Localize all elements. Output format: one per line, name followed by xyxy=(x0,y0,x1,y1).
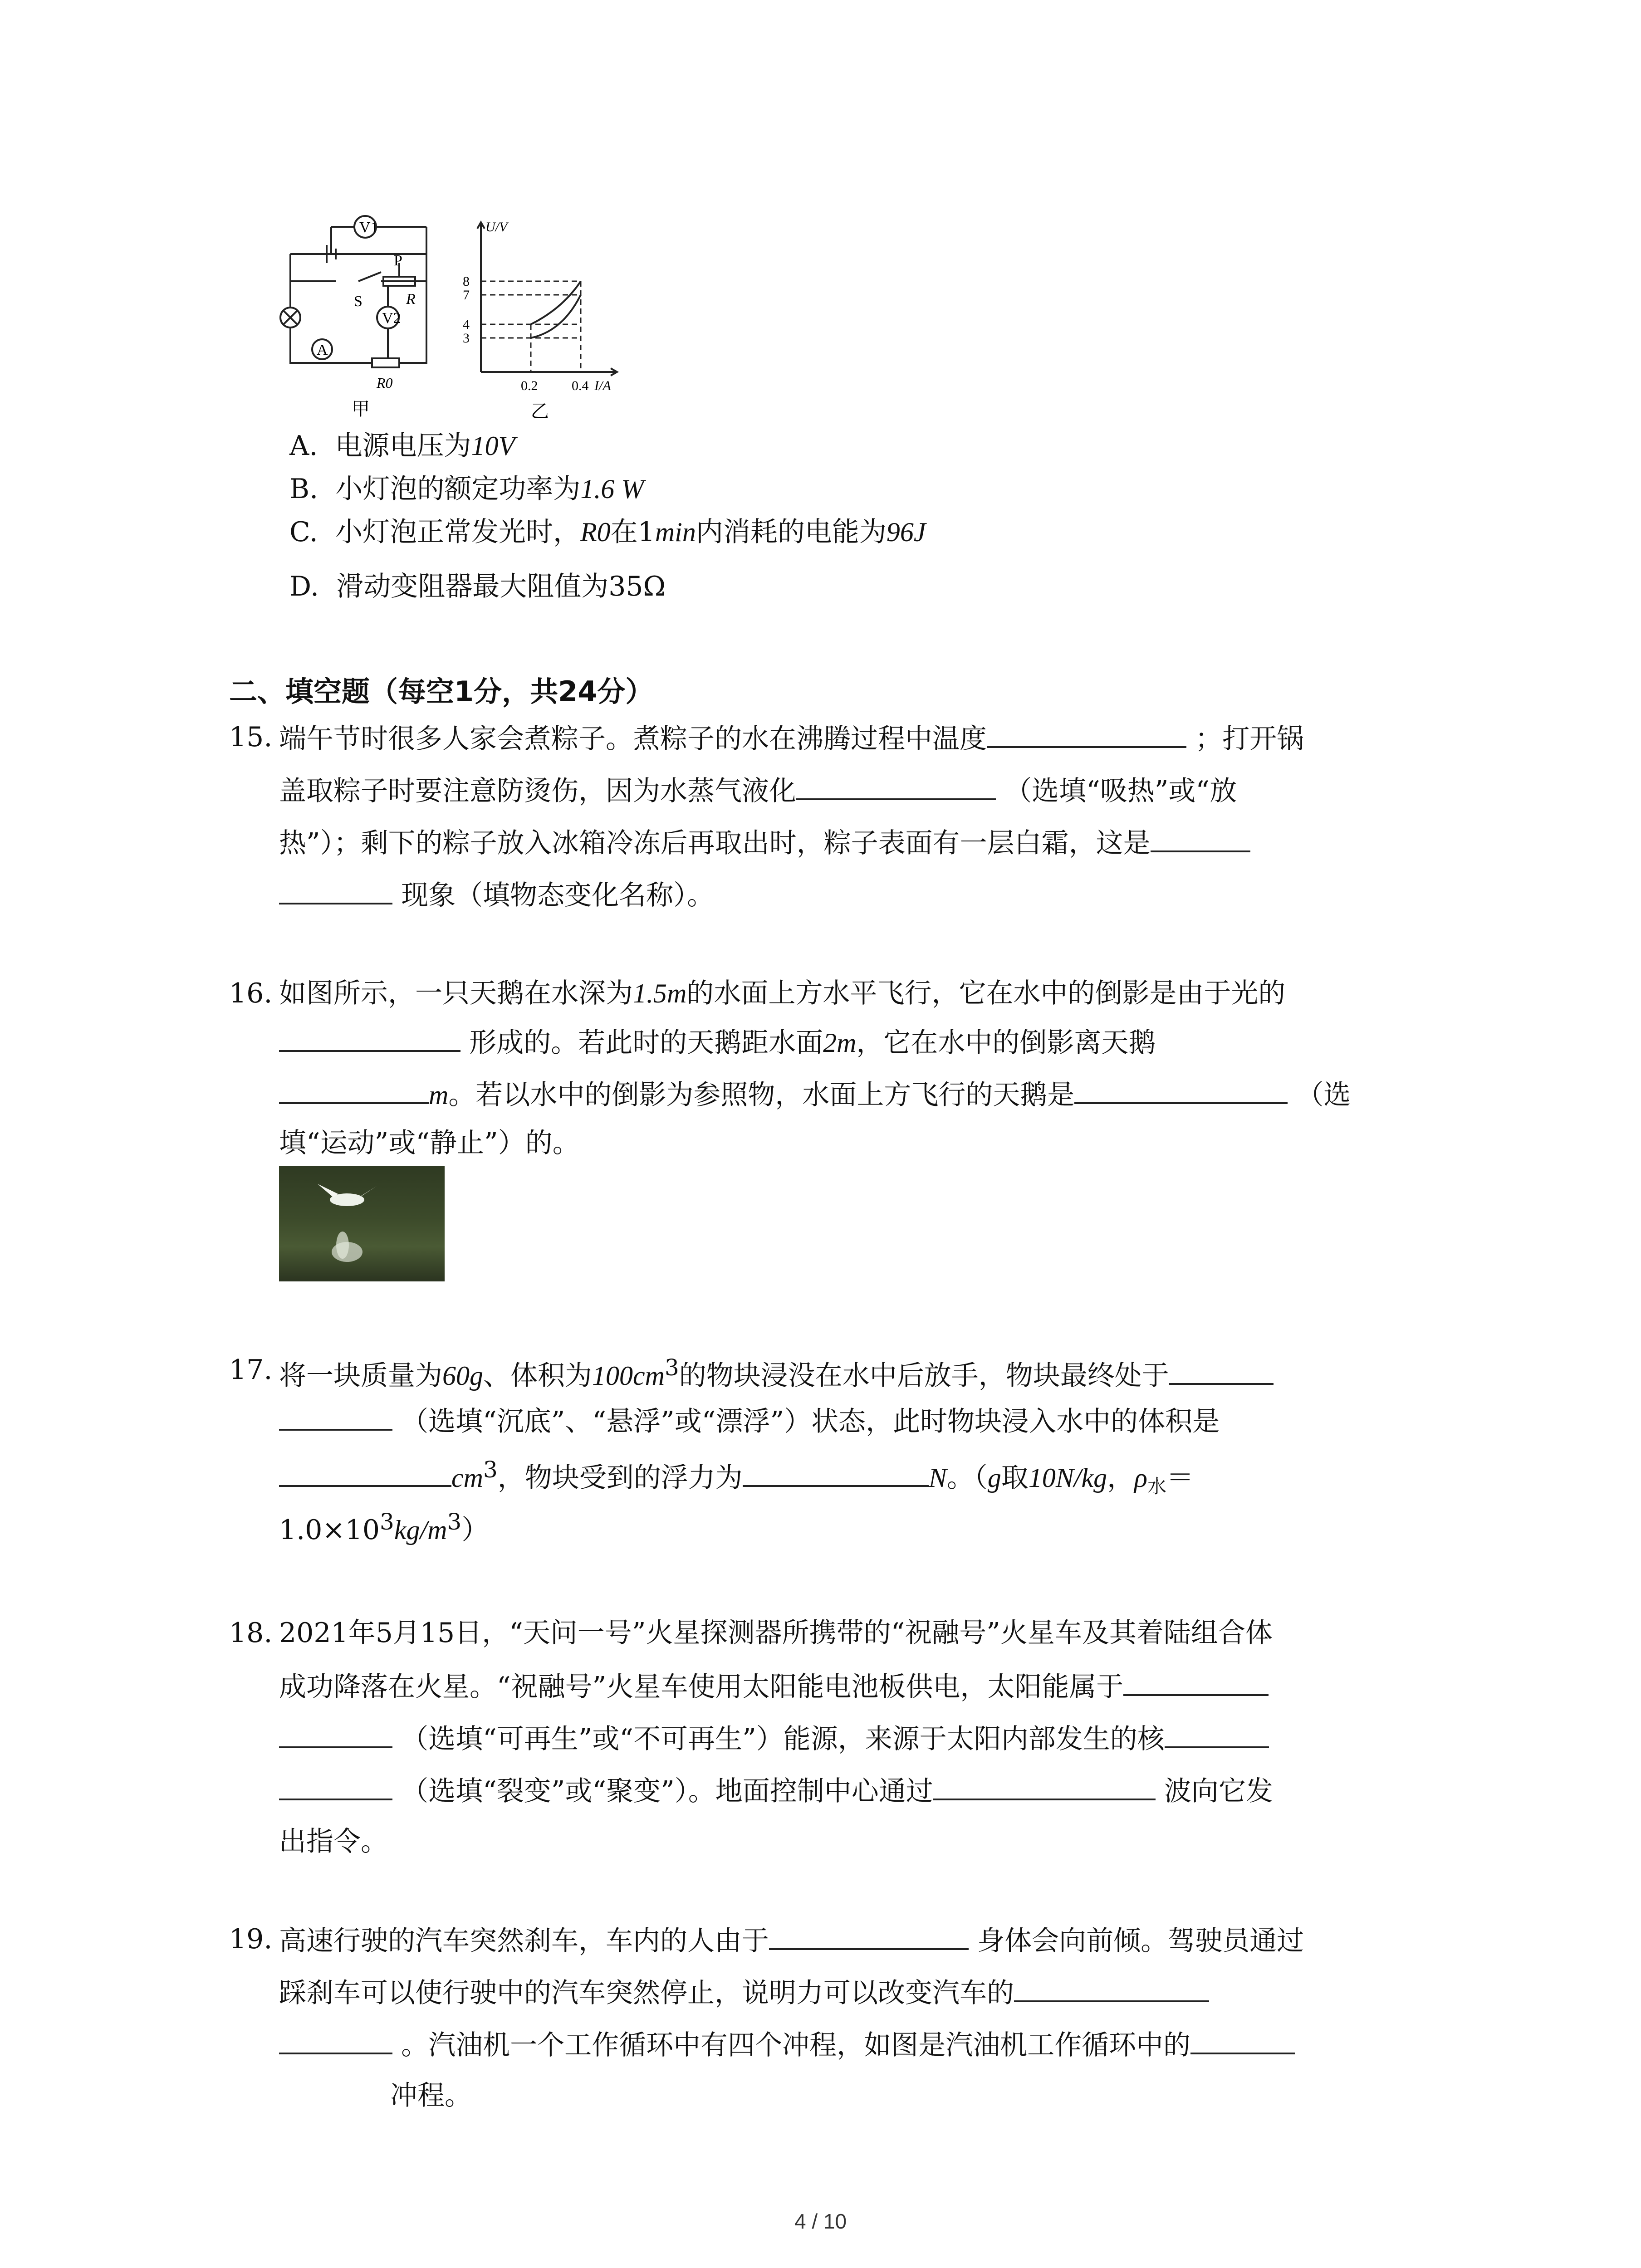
svg-text:V1: V1 xyxy=(359,219,378,236)
graph xyxy=(477,222,617,376)
q15-line4: 现象（填物态变化名称）。 xyxy=(279,880,714,909)
answer-blank[interactable] xyxy=(1165,1724,1269,1748)
switch-label: S xyxy=(354,293,362,310)
q16-line1: 如图所示，一只天鹅在水深为1.5m的水面上方水平飞行，它在水中的倒影是由于光的 xyxy=(279,978,1286,1009)
answer-blank[interactable] xyxy=(1169,1360,1274,1385)
answer-blank[interactable] xyxy=(796,776,996,800)
answer-blank[interactable] xyxy=(279,1776,392,1800)
x-tick-02: 0.2 xyxy=(521,378,538,393)
answer-blank[interactable] xyxy=(279,1080,429,1104)
answer-blank[interactable] xyxy=(769,1926,969,1950)
rheostat-label: R xyxy=(406,291,416,308)
answer-blank[interactable] xyxy=(1014,1978,1209,2002)
answer-blank[interactable] xyxy=(279,2030,392,2054)
answer-blank[interactable] xyxy=(743,1462,929,1487)
ammeter xyxy=(312,339,332,359)
answer-blank[interactable] xyxy=(279,1406,392,1431)
q17-line3: $cm^3$，物块受到的浮力为 N。（g取10N/kg，$\rho_水=$ xyxy=(279,1458,1194,1496)
answer-blank[interactable] xyxy=(933,1776,1156,1800)
q17-line4: $1.0\times 10^3kg/m^3$） xyxy=(279,1509,489,1546)
x-tick-04: 0.4 xyxy=(572,378,589,393)
q18-line3: （选填“可再生”或“不可再生”）能源，来源于太阳内部发生的核 xyxy=(279,1724,1269,1753)
answer-blank[interactable] xyxy=(279,1724,392,1748)
graph-caption: 乙 xyxy=(531,401,549,421)
option-b: B. 小灯泡的额定功率为1.6 W xyxy=(289,473,644,505)
swan-icon xyxy=(279,1166,445,1281)
option-c: C. 小灯泡正常发光时，R0在1min内消耗的电能为96J xyxy=(289,516,926,548)
v1-meter xyxy=(354,216,378,238)
q18-line5: 出指令。 xyxy=(279,1826,388,1857)
y-tick-8: 8 xyxy=(463,274,470,289)
q19-line3: 。汽油机一个工作循环中有四个冲程，如图是汽油机工作循环中的 xyxy=(279,2030,1295,2059)
q19-number: 19. xyxy=(229,1923,273,1955)
v2-meter xyxy=(377,307,401,328)
answer-blank[interactable] xyxy=(1190,2030,1295,2054)
x-axis-label: I/A xyxy=(594,378,611,393)
q18-line1: 2021年5月15日，“天问一号”火星探测器所携带的“祝融号”火星车及其着陆组合体 xyxy=(279,1617,1273,1649)
circuit-caption: 甲 xyxy=(352,399,370,419)
circuit-figure xyxy=(272,213,635,422)
option-d: D. 滑动变阻器最大阻值为35Ω xyxy=(289,571,666,602)
q18-line4: （选填“裂变”或“聚变”）。地面控制中心通过 波向它发 xyxy=(279,1776,1273,1805)
y-tick-7: 7 xyxy=(463,288,470,303)
answer-blank[interactable] xyxy=(1074,1080,1288,1104)
answer-blank[interactable] xyxy=(279,1027,460,1052)
y-tick-4: 4 xyxy=(463,317,470,332)
option-a: A. 电源电压为10V xyxy=(289,430,515,462)
q19-line2: 踩刹车可以使行驶中的汽车突然停止，说明力可以改变汽车的 xyxy=(279,1978,1209,2007)
q15-line3: 热”）；剩下的粽子放入冰箱冷冻后再取出时，粽子表面有一层白霜，这是 xyxy=(279,828,1250,857)
y-tick-3: 3 xyxy=(463,331,470,346)
q16-line3: m。若以水中的倒影为参照物，水面上方飞行的天鹅是 （选 xyxy=(279,1080,1351,1109)
q19-line4: 冲程。 xyxy=(390,2080,472,2112)
answer-blank[interactable] xyxy=(1123,1672,1269,1696)
slider-label: P xyxy=(394,252,402,269)
q16-line4: 填“运动”或“静止”）的。 xyxy=(279,1127,580,1159)
q17-number: 17. xyxy=(229,1354,273,1386)
answer-blank[interactable] xyxy=(987,723,1186,748)
q18-line2: 成功降落在火星。“祝融号”火星车使用太阳能电池板供电，太阳能属于 xyxy=(279,1672,1269,1701)
q16-number: 16. xyxy=(229,978,273,1009)
svg-text:A: A xyxy=(317,342,328,358)
answer-blank[interactable] xyxy=(279,880,392,904)
q16-line2: 形成的。若此时的天鹅距水面2m，它在水中的倒影离天鹅 xyxy=(279,1027,1156,1056)
answer-blank[interactable] xyxy=(1151,828,1250,852)
page-number: 4 / 10 xyxy=(794,2209,847,2233)
q19-line1: 高速行驶的汽车突然刹车，车内的人由于 身体会向前倾。驾驶员通过 xyxy=(279,1925,1304,1957)
q18-number: 18. xyxy=(229,1617,273,1649)
r0-label: R0 xyxy=(377,375,393,391)
lamp-symbol xyxy=(280,308,300,327)
q15-line2: 盖取粽子时要注意防烫伤，因为水蒸气液化 （选填“吸热”或“放 xyxy=(279,775,1237,807)
q17-line2: （选填“沉底”、“悬浮”或“漂浮”）状态，此时物块浸入水中的体积是 xyxy=(279,1406,1220,1435)
q15-number: 15. xyxy=(229,721,273,753)
q17-line1: 将一块质量为60g、体积为$100cm^3$的物块浸没在水中后放手，物块最终处于 xyxy=(279,1356,1274,1389)
svg-text:V2: V2 xyxy=(382,310,401,327)
y-axis-label: U/V xyxy=(485,220,508,235)
answer-blank[interactable] xyxy=(279,1462,451,1487)
q15-line1: 端午节时很多人家会煮粽子。煮粽子的水在沸腾过程中温度 ；打开锅 xyxy=(279,723,1304,755)
section-heading: 二、填空题（每空1分，共24分） xyxy=(229,675,654,708)
swan-photo xyxy=(279,1166,445,1281)
